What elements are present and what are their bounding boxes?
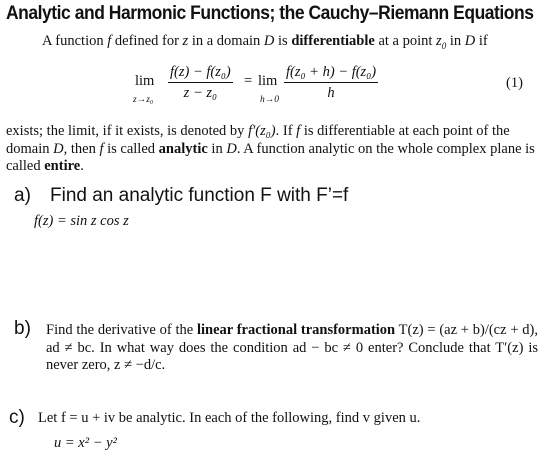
question-b-text-1: Find the derivative of the <box>46 322 197 338</box>
fraction-1-numerator: f(z) − f(z₀) <box>168 64 233 83</box>
question-b-label: b) <box>14 318 31 339</box>
question-c-label: c) <box>9 407 25 428</box>
question-a-label: a) <box>14 185 31 206</box>
equation-number: (1) <box>506 75 523 91</box>
def-f-2: f <box>99 140 104 157</box>
question-a-text: Find an analytic function F with F’=f <box>50 185 349 206</box>
question-c-text: Let f = u + iv be analytic. In each of the following, find v given u. <box>38 410 421 426</box>
def-text-2: . If <box>275 123 297 139</box>
def-fprime: f′(z₀) <box>248 123 276 139</box>
intro-z: z <box>182 33 189 49</box>
limit-subscript-2: h→0 <box>260 95 279 105</box>
def-text-5: is called <box>103 140 159 157</box>
def-f-1: f <box>296 123 301 139</box>
definition-paragraph <box>6 123 538 176</box>
term-analytic: analytic <box>158 140 208 157</box>
term-entire: entire <box>44 158 81 174</box>
fraction-2-denominator: h <box>327 85 335 101</box>
def-domain-2: D <box>226 140 237 157</box>
def-domain: D <box>53 140 64 157</box>
intro-text-5: at a point <box>374 33 437 49</box>
limit-subscript-1: z→z₀ <box>133 95 154 105</box>
intro-sentence <box>42 33 488 51</box>
limit-operator-1: lim <box>135 73 155 89</box>
fraction-1-denominator: z − z₀ <box>183 85 218 101</box>
fraction-1 <box>168 64 233 102</box>
fraction-2 <box>284 64 378 102</box>
def-text-1: exists; the limit, if it exists, is denoted by <box>6 123 249 139</box>
page-title: Analytic and Harmonic Functions; the Cauchy–Riemann Equations <box>6 3 534 24</box>
term-differentiable: differentiable <box>291 33 375 49</box>
intro-text-2: defined for <box>111 33 183 49</box>
intro-z0: z <box>436 33 442 49</box>
def-text-3: is differentiable at each point of the domain <box>6 123 510 157</box>
intro-domain: D <box>263 33 275 49</box>
intro-text-6: in <box>446 33 465 49</box>
intro-text-7: if <box>475 33 488 49</box>
intro-text-4: is <box>274 33 292 49</box>
def-text-7: . A function analytic on the whole complex plane is called <box>6 140 535 174</box>
intro-f: f <box>107 33 112 49</box>
intro-domain-2: D <box>464 33 476 49</box>
question-a-given-function: f(z) = sin z cos z <box>34 213 129 229</box>
def-text-8: . <box>80 158 84 174</box>
limit-operator-2: lim <box>258 73 278 89</box>
intro-z0-sub: 0 <box>441 40 447 51</box>
term-linear-fractional-transformation: linear fractional transformation <box>196 322 396 338</box>
intro-text-1: A function <box>42 33 108 49</box>
equals-sign: = <box>244 73 253 89</box>
question-c-given-u: u = x² − y² <box>54 435 117 451</box>
def-text-6: in <box>207 140 227 157</box>
question-b-text <box>46 322 538 375</box>
def-text-4: , then <box>63 140 100 157</box>
fraction-2-numerator: f(z₀ + h) − f(z₀) <box>284 64 378 83</box>
intro-text-3: in a domain <box>188 33 264 49</box>
question-b-text-2: T(z) = (az + b)/(cz + d), ad ≠ bc. In what way does the condition ad − bc ≠ 0 enter? Conclude that T′(z) is never zero, z ≠ −d/c. <box>46 322 538 373</box>
